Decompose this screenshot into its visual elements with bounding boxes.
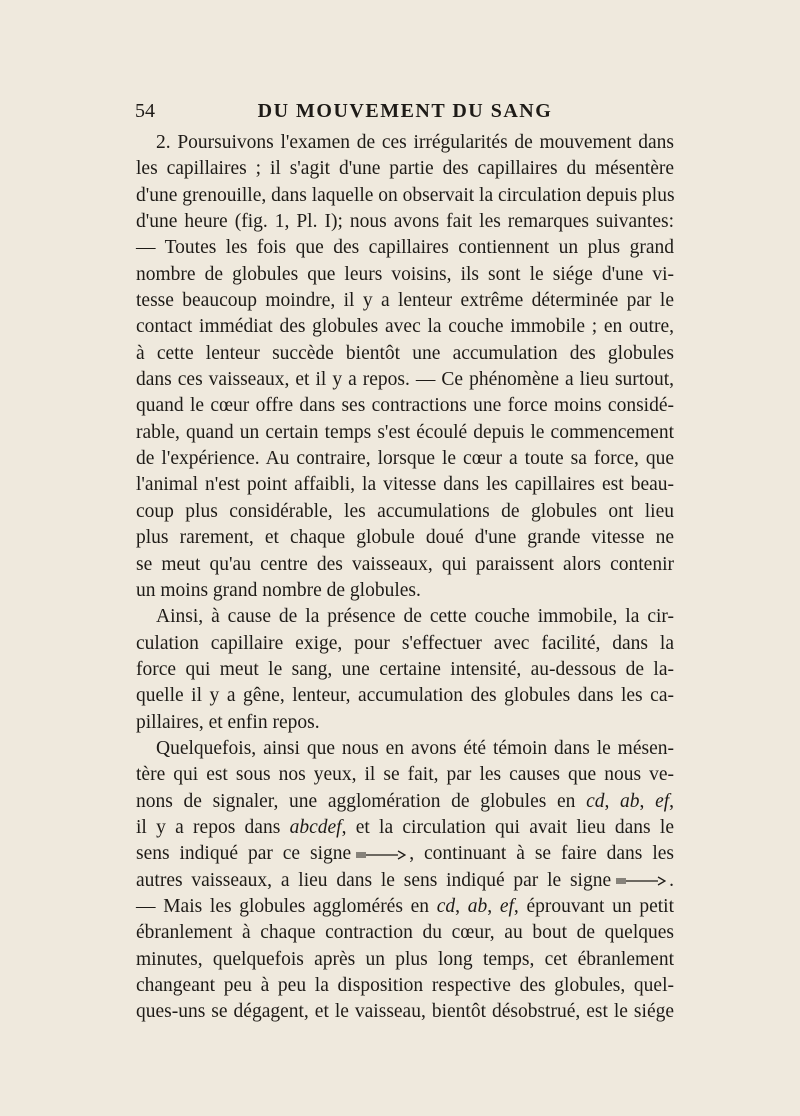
- text-run: nons de signaler, une agglomération de globules en: [136, 790, 587, 812]
- paragraph-3: [136, 736, 674, 1026]
- text-line: de l'expérience. Au contraire, lorsque le cœur a toute sa force, que: [136, 448, 674, 470]
- text-line: tesse beaucoup moindre, il y a lenteur extrême déterminée par le: [136, 290, 674, 312]
- text-line: quand le cœur offre dans ses contractions une force moins considé-: [136, 395, 674, 417]
- label-ab: ab: [620, 790, 640, 812]
- text-run: — Mais les globules agglomérés en: [136, 895, 437, 917]
- running-title: DU MOUVEMENT DU SANG: [257, 100, 553, 122]
- text-line: pillaires, et enfin repos.: [136, 711, 320, 733]
- paragraph-2: [136, 604, 674, 736]
- text-line: Quelquefois, ainsi que nous en avons été témoin dans le mésen-: [156, 737, 674, 759]
- text-line: minutes, quelquefois après un plus long temps, cet ébranlement: [136, 948, 674, 970]
- text-line: un moins grand nombre de globules.: [136, 579, 421, 601]
- text-line: nombre de globules que leurs voisins, ils sont le siége d'une vi-: [136, 263, 674, 285]
- text-run: ,: [669, 790, 675, 812]
- text-line: contact immédiat des globules avec la couche immobile ; en outre,: [136, 316, 674, 338]
- text-run: ,: [604, 790, 621, 812]
- text-line: tère qui est sous nos yeux, il se fait, par les causes que nous ve-: [136, 764, 674, 786]
- text-run: , continuant à se faire dans les: [409, 843, 674, 865]
- text-run: sens indiqué par ce signe: [136, 843, 352, 865]
- body-text: [136, 130, 674, 1026]
- text-line: Ainsi, à cause de la présence de cette couche immobile, la cir-: [156, 606, 674, 628]
- text-run: ,: [487, 895, 500, 917]
- text-line: [136, 789, 674, 815]
- page-header: [135, 100, 675, 130]
- text-line: — Toutes les fois que des capillaires contiennent un plus grand: [136, 237, 674, 259]
- text-line: dans ces vaisseaux, et il y a repos. — Ce phénomène a lieu surtout,: [136, 369, 674, 391]
- text-line: se meut qu'au centre des vaisseaux, qui paraissent alors contenir: [136, 553, 674, 575]
- text-line: [136, 894, 674, 920]
- text-line: [136, 868, 674, 894]
- text-line: changeant peu à peu la disposition respective des globules, quel-: [136, 975, 674, 996]
- text-line: [136, 841, 674, 867]
- text-run: .: [669, 869, 674, 891]
- text-line: force qui meut le sang, une certaine intensité, au-dessous de la-: [136, 658, 674, 680]
- text-line: d'une heure (fig. 1, Pl. I); nous avons fait les remarques suivantes:: [136, 211, 674, 233]
- paragraph-1: [136, 130, 674, 604]
- page-number: 54: [135, 100, 155, 122]
- label-abcdef: abcdef: [289, 816, 342, 838]
- label-cd: cd: [436, 895, 456, 917]
- text-line: à cette lenteur succède bientôt une accumulation des globules: [136, 342, 674, 364]
- label-ef: ef: [655, 790, 670, 812]
- text-run: ,: [639, 790, 656, 812]
- text-line: plus rarement, et chaque globule doué d'une grande vitesse ne: [136, 527, 674, 549]
- label-ab: ab: [467, 895, 488, 917]
- text-run: il y a repos dans: [136, 816, 290, 838]
- text-line: 2. Poursuivons l'examen de ces irrégularités de mouvement dans: [156, 132, 674, 153]
- text-line: ques-uns se dégagent, et le vaisseau, bientôt désobstrué, est le siége: [136, 1001, 674, 1023]
- text-line: les capillaires ; il s'agit d'une partie des capillaires du mésentère: [136, 158, 674, 180]
- text-run: , éprouvant un petit: [513, 895, 675, 917]
- text-line: d'une grenouille, dans laquelle on observait la circulation depuis plus: [136, 184, 675, 206]
- text-line: rable, quand un certain temps s'est écoulé depuis le commencement: [136, 421, 674, 443]
- text-line: culation capillaire exige, pour s'effectuer avec facilité, dans la: [136, 632, 674, 654]
- arrow-sign-icon: [354, 848, 406, 862]
- text-line: coup plus considérable, les accumulations de globules ont lieu: [136, 500, 674, 522]
- text-line: [136, 815, 674, 841]
- text-line: l'animal n'est point affaibli, la vitesse dans les capillaires est beau-: [136, 474, 674, 496]
- label-ef: ef: [499, 895, 514, 917]
- arrow-sign-icon: [614, 874, 666, 888]
- text-run: ,: [455, 895, 468, 917]
- label-cd: cd: [586, 790, 605, 812]
- text-run: autres vaisseaux, a lieu dans le sens indiqué par le signe: [136, 869, 612, 891]
- text-run: , et la circulation qui avait lieu dans le: [341, 816, 674, 838]
- text-line: quelle il y a gêne, lenteur, accumulation des globules dans les ca-: [136, 685, 674, 707]
- text-line: ébranlement à chaque contraction du cœur, au bout de quelques: [136, 922, 674, 944]
